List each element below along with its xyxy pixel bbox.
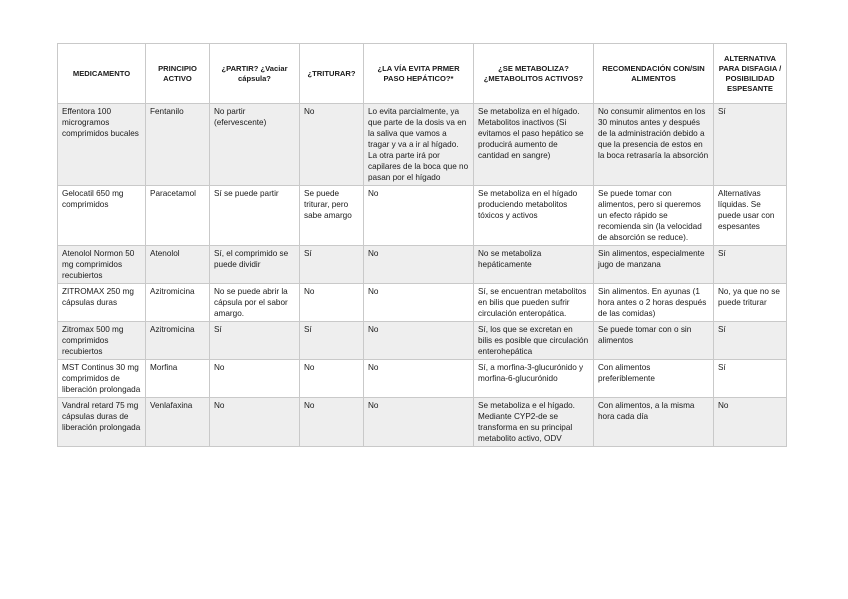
table-row (58, 398, 787, 447)
cell-primer-paso: No (364, 322, 474, 360)
cell-medicamento: Vandral retard 75 mg cápsulas duras de liberación prolongada (58, 398, 146, 447)
cell-metaboliza: Sí, se encuentran metabolitos en bilis que pueden sufrir circulación enteropática. (474, 284, 594, 322)
medication-table (57, 43, 787, 447)
cell-alternativa: Sí (714, 360, 787, 398)
cell-alternativa: No (714, 398, 787, 447)
cell-partir: Sí se puede partir (210, 186, 300, 246)
table-row (58, 186, 787, 246)
cell-metaboliza: No se metaboliza hepáticamente (474, 246, 594, 284)
cell-metaboliza: Sí, los que se excretan en bilis es posible que circulación enterohepática (474, 322, 594, 360)
cell-metaboliza: Se metaboliza en el hígado. Metabolitos inactivos (Si evitamos el paso hepático se producirá aumento de cantidad en sangre) (474, 104, 594, 186)
table-row (58, 246, 787, 284)
cell-alternativa: Sí (714, 246, 787, 284)
cell-recomendacion: Sin alimentos, especialmente jugo de manzana (594, 246, 714, 284)
cell-medicamento: Effentora 100 microgramos comprimidos bucales (58, 104, 146, 186)
header-partir: ¿PARTIR? ¿Vaciar cápsula? (210, 44, 300, 104)
cell-recomendacion: Sin alimentos. En ayunas (1 hora antes o 2 horas después de las comidas) (594, 284, 714, 322)
cell-triturar: Sí (300, 246, 364, 284)
cell-metaboliza: Se metaboliza en el hígado produciendo metabolitos tóxicos y activos (474, 186, 594, 246)
cell-alternativa: No, ya que no se puede triturar (714, 284, 787, 322)
header-recomendacion-alimentos: RECOMENDACIÓN CON/SIN ALIMENTOS (594, 44, 714, 104)
cell-partir: No (210, 360, 300, 398)
cell-medicamento: Zitromax 500 mg comprimidos recubiertos (58, 322, 146, 360)
cell-recomendacion: Con alimentos preferiblemente (594, 360, 714, 398)
cell-primer-paso: No (364, 246, 474, 284)
cell-alternativa: Sí (714, 104, 787, 186)
cell-medicamento: Gelocatil 650 mg comprimidos (58, 186, 146, 246)
cell-triturar: No (300, 104, 364, 186)
cell-metaboliza: Sí, a morfina-3-glucurónido y morfina-6-glucurónido (474, 360, 594, 398)
cell-principio-activo: Azitromicina (146, 284, 210, 322)
cell-metaboliza: Se metaboliza e el hígado. Mediante CYP2-de se transforma en su principal metabolito activo, ODV (474, 398, 594, 447)
cell-medicamento: ZITROMAX 250 mg cápsulas duras (58, 284, 146, 322)
cell-triturar: No (300, 398, 364, 447)
cell-partir: No partir (efervescente) (210, 104, 300, 186)
table-header-row (58, 44, 787, 104)
cell-triturar: Se puede triturar, pero sabe amargo (300, 186, 364, 246)
cell-principio-activo: Venlafaxina (146, 398, 210, 447)
cell-triturar: No (300, 284, 364, 322)
cell-medicamento: MST Continus 30 mg comprimidos de liberación prolongada (58, 360, 146, 398)
cell-primer-paso: No (364, 398, 474, 447)
header-principio-activo: PRINCIPIO ACTIVO (146, 44, 210, 104)
cell-principio-activo: Fentanilo (146, 104, 210, 186)
cell-recomendacion: Se puede tomar con alimentos, pero si queremos un efecto rápido se recomienda sin (la velocidad de absorción se reduce). (594, 186, 714, 246)
cell-triturar: No (300, 360, 364, 398)
header-medicamento: MEDICAMENTO (58, 44, 146, 104)
cell-principio-activo: Atenolol (146, 246, 210, 284)
cell-recomendacion: No consumir alimentos en los 30 minutos antes y después de la administración debido a que la presencia de estos en la boca retrasaría la absorción (594, 104, 714, 186)
cell-partir: Sí (210, 322, 300, 360)
header-metaboliza: ¿SE METABOLIZA? ¿METABOLITOS ACTIVOS? (474, 44, 594, 104)
cell-recomendacion: Con alimentos, a la misma hora cada día (594, 398, 714, 447)
cell-medicamento: Atenolol Normon 50 mg comprimidos recubiertos (58, 246, 146, 284)
cell-triturar: Sí (300, 322, 364, 360)
header-primer-paso-hepatico: ¿LA VÍA EVITA PRMER PASO HEPÁTICO?* (364, 44, 474, 104)
table-row (58, 322, 787, 360)
cell-partir: No (210, 398, 300, 447)
cell-primer-paso: No (364, 284, 474, 322)
cell-alternativa: Alternativas líquidas. Se puede usar con espesantes (714, 186, 787, 246)
table-row (58, 284, 787, 322)
cell-alternativa: Sí (714, 322, 787, 360)
cell-principio-activo: Paracetamol (146, 186, 210, 246)
cell-primer-paso: Lo evita parcialmente, ya que parte de la dosis va en la saliva que vamos a tragar y va a ir al hígado. La otra parte irá por capilares de la boca que no pasan por el hígado (364, 104, 474, 186)
cell-principio-activo: Morfina (146, 360, 210, 398)
table-row (58, 104, 787, 186)
cell-partir: Sí, el comprimido se puede dividir (210, 246, 300, 284)
cell-principio-activo: Azitromicina (146, 322, 210, 360)
table-row (58, 360, 787, 398)
header-alternativa-disfagia: ALTERNATIVA PARA DISFAGIA / POSIBILIDAD ESPESANTE (714, 44, 787, 104)
cell-partir: No se puede abrir la cápsula por el sabor amargo. (210, 284, 300, 322)
header-triturar: ¿TRITURAR? (300, 44, 364, 104)
cell-recomendacion: Se puede tomar con o sin alimentos (594, 322, 714, 360)
cell-primer-paso: No (364, 186, 474, 246)
cell-primer-paso: No (364, 360, 474, 398)
